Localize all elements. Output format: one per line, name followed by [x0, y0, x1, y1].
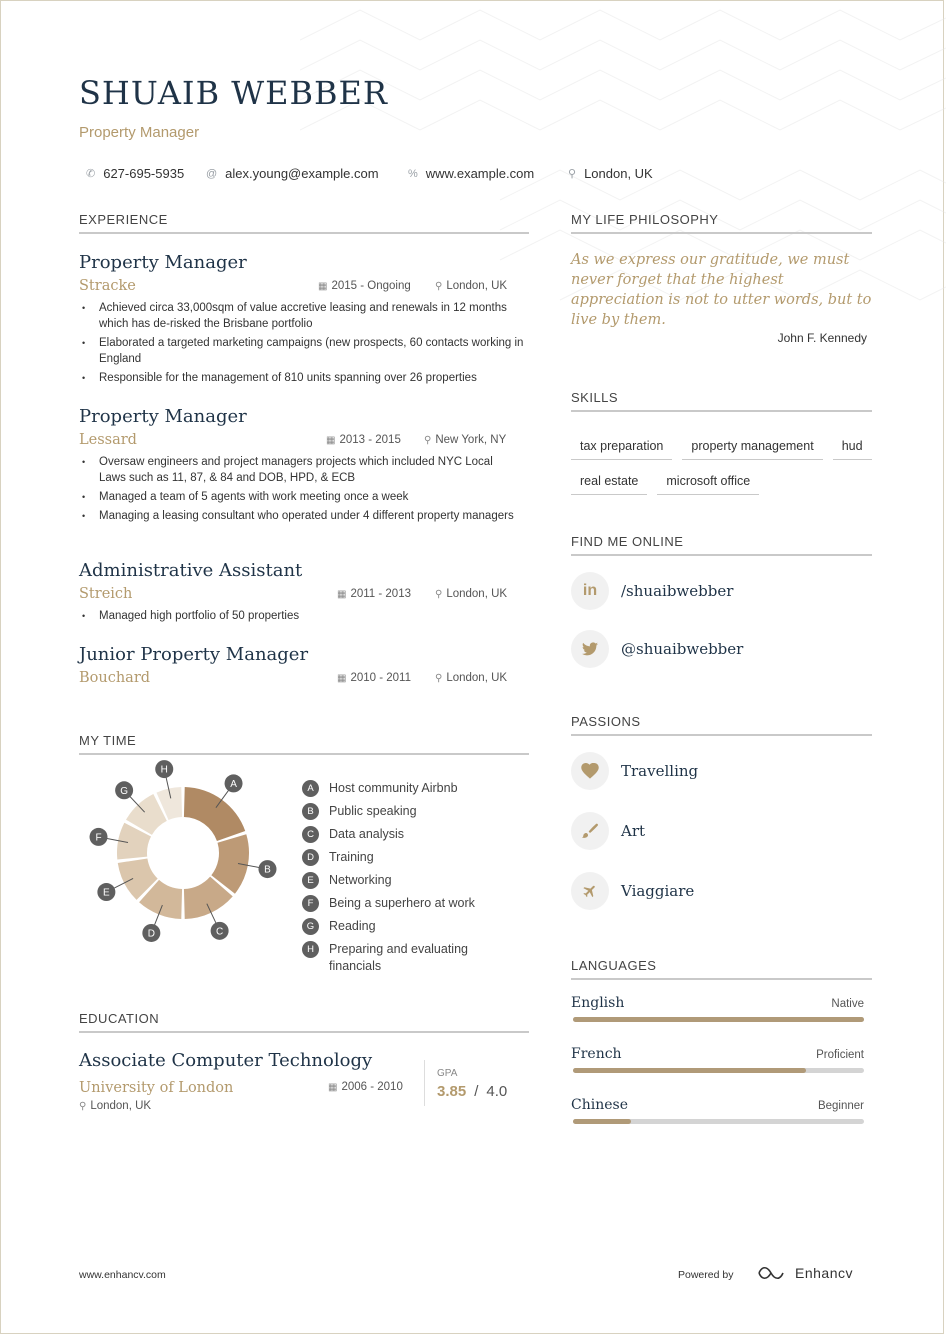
my-time-legend [302, 780, 522, 981]
experience-section-title: EXPERIENCE [79, 212, 529, 234]
calendar-icon: ▦ [328, 1081, 338, 1093]
job-bullet: • Achieved circa 33,000sqm of value accretive leasing and renewals in 12 months which has de-risked the Brisbane portfolio [79, 300, 529, 332]
legend-badge: E [302, 872, 319, 889]
website-contact[interactable] [408, 166, 534, 181]
donut-badge-label: B [264, 864, 271, 876]
skill-tag: hud [833, 437, 872, 460]
location-pin-icon: ⚲ [568, 168, 577, 180]
school-name: University of London [79, 1080, 234, 1096]
footer-site[interactable]: www.enhancv.com [79, 1269, 166, 1281]
job-location-text: New York, NY [435, 434, 507, 446]
donut-badge-label: G [120, 785, 129, 797]
gpa-max: 4.0 [486, 1083, 508, 1100]
donut-badge-label: C [215, 926, 224, 938]
linkedin-handle[interactable]: /shuaibwebber [621, 582, 734, 600]
legend-badge: D [302, 849, 319, 866]
email-text[interactable]: alex.young@example.com [225, 166, 379, 181]
legend-label: Data analysis [329, 827, 405, 841]
job-company: Streich [79, 586, 133, 602]
calendar-icon: ▦ [337, 672, 347, 684]
linkedin-icon: in [571, 572, 609, 610]
job-title: Administrative Assistant [79, 560, 303, 581]
gpa-separator: / [474, 1083, 479, 1100]
location-pin-icon: ⚲ [435, 280, 443, 292]
job-location-text: London, UK [446, 280, 508, 292]
legend-item [302, 780, 522, 797]
job-dates-text: 2011 - 2013 [350, 588, 411, 600]
enhancv-logo-icon [757, 1264, 789, 1282]
gpa-label: GPA [437, 1068, 458, 1079]
job-dates-text: 2015 - Ongoing [331, 280, 411, 292]
job-location [435, 280, 507, 292]
philosophy-section-title: MY LIFE PHILOSOPHY [571, 212, 872, 234]
legend-label: Reading [329, 919, 376, 933]
location-pin-icon: ⚲ [435, 588, 443, 600]
donut-badge-label: E [103, 887, 110, 899]
location-pin-icon: ⚲ [79, 1100, 87, 1112]
language-level: Beginner [817, 1100, 864, 1112]
language-bar [573, 1119, 864, 1124]
passion-item [571, 812, 645, 850]
job-dates [326, 434, 401, 446]
link-icon: % [408, 167, 418, 180]
language-item [571, 1046, 864, 1073]
location-text: London, UK [584, 166, 653, 181]
job-company: Lessard [79, 432, 137, 448]
job-dates [337, 588, 411, 600]
language-bar-fill [573, 1017, 864, 1022]
languages-list [571, 995, 864, 1148]
calendar-icon: ▦ [337, 588, 347, 600]
job-bullet: • Responsible for the management of 810 units spanning over 26 properties [79, 370, 529, 386]
donut-badge-label: F [95, 832, 102, 844]
passions-section-title: PASSIONS [571, 714, 872, 736]
school-location [79, 1100, 151, 1112]
footer-powered-by: Powered by [678, 1269, 734, 1281]
job-dates-text: 2010 - 2011 [350, 672, 411, 684]
job-location-text: London, UK [446, 672, 508, 684]
heart-icon [571, 752, 609, 790]
legend-item [302, 803, 522, 820]
job-bullet: • Oversaw engineers and project managers projects which included NYC Local Laws such as 11, 87, & 84 and DOB, HPD, & ECB [79, 454, 519, 486]
phone-text: 627-695-5935 [103, 166, 185, 181]
legend-item [302, 826, 522, 843]
job-bullet: • Managed a team of 5 agents with work meeting once a week [79, 489, 519, 505]
legend-badge: G [302, 918, 319, 935]
passion-label: Travelling [621, 762, 699, 780]
language-name: Chinese [571, 1097, 628, 1113]
language-item [571, 995, 864, 1022]
school-location-text: London, UK [90, 1100, 152, 1112]
gpa-score: 3.85 [437, 1083, 467, 1100]
skill-tag: property management [682, 437, 822, 460]
skill-tag: tax preparation [571, 437, 672, 460]
job-bullets [79, 454, 519, 527]
job-bullet: • Elaborated a targeted marketing campaigns (new prospects, 60 contacts working in England [79, 335, 529, 367]
education-section-title: EDUCATION [79, 1011, 529, 1033]
legend-item [302, 872, 522, 889]
job-location [435, 672, 507, 684]
legend-badge: H [302, 941, 319, 958]
language-name: French [571, 1046, 622, 1062]
online-linkedin[interactable] [571, 572, 733, 610]
language-bar-fill [573, 1119, 631, 1124]
language-bar [573, 1068, 864, 1073]
calendar-icon: ▦ [318, 280, 328, 292]
language-level: Native [831, 998, 864, 1010]
job-bullets [79, 300, 529, 389]
education-dates [328, 1081, 403, 1093]
language-bar-fill [573, 1068, 806, 1073]
skill-tag: microsoft office [657, 472, 759, 495]
job-dates [318, 280, 411, 292]
legend-item [302, 918, 522, 935]
job-bullets [79, 608, 529, 627]
skill-tag: real estate [571, 472, 647, 495]
philosophy-quote: As we express our gratitude, we must never forget that the highest appreciation is not to utter words, but to live by them. [571, 252, 872, 328]
skills-list [571, 437, 881, 495]
gpa-value [437, 1083, 507, 1100]
legend-badge: A [302, 780, 319, 797]
brush-icon [571, 812, 609, 850]
email-contact[interactable] [206, 166, 379, 181]
my-time-donut-chart [79, 760, 289, 950]
language-level: Proficient [816, 1049, 864, 1061]
language-bar [573, 1017, 864, 1022]
enhancv-brand: Enhancv [795, 1265, 853, 1281]
legend-item [302, 941, 522, 975]
job-bullet: • Managing a leasing consultant who operated under 4 different property managers [79, 508, 519, 524]
donut-badge-label: A [230, 778, 237, 790]
website-text[interactable]: www.example.com [425, 166, 535, 181]
phone-contact [86, 166, 184, 181]
passion-item [571, 872, 694, 910]
skills-section-title: SKILLS [571, 390, 872, 412]
job-company: Stracke [79, 278, 136, 294]
at-icon: @ [206, 167, 218, 180]
passion-label: Art [621, 822, 646, 840]
legend-badge: C [302, 826, 319, 843]
donut-badge-label: D [147, 928, 155, 940]
language-item [571, 1097, 864, 1124]
donut-slice-a [184, 787, 245, 841]
gpa-divider [424, 1060, 425, 1106]
calendar-icon: ▦ [326, 434, 336, 446]
job-location [424, 434, 506, 446]
degree-title: Associate Computer Technology [79, 1050, 373, 1071]
donut-badge-label: H [160, 764, 168, 776]
candidate-name: SHUAIB WEBBER [79, 74, 388, 112]
legend-item [302, 895, 522, 912]
twitter-handle[interactable]: @shuaibwebber [621, 640, 744, 658]
job-location-text: London, UK [446, 588, 508, 600]
legend-label: Host community Airbnb [329, 781, 458, 795]
job-title: Junior Property Manager [79, 644, 309, 665]
location-pin-icon: ⚲ [435, 672, 443, 684]
location-pin-icon: ⚲ [424, 434, 432, 446]
passion-item [571, 752, 698, 790]
legend-badge: F [302, 895, 319, 912]
languages-section-title: LANGUAGES [571, 958, 872, 980]
legend-label: Networking [329, 873, 392, 887]
quote-author: John F. Kennedy [777, 331, 867, 345]
job-bullet: • Managed high portfolio of 50 properties [79, 608, 529, 624]
online-twitter[interactable] [571, 630, 743, 668]
phone-icon: ✆ [86, 168, 96, 180]
education-dates-text: 2006 - 2010 [341, 1081, 403, 1093]
location-contact [568, 166, 653, 181]
job-title: Property Manager [79, 252, 247, 273]
legend-label: Being a superhero at work [329, 896, 475, 910]
my-time-section-title: MY TIME [79, 733, 529, 755]
legend-item [302, 849, 522, 866]
passion-label: Viaggiare [621, 882, 695, 900]
language-name: English [571, 995, 625, 1011]
legend-label: Training [329, 850, 374, 864]
legend-label: Public speaking [329, 804, 417, 818]
job-dates-text: 2013 - 2015 [339, 434, 401, 446]
online-section-title: FIND ME ONLINE [571, 534, 872, 556]
candidate-role: Property Manager [79, 124, 200, 141]
job-location [435, 588, 507, 600]
legend-badge: B [302, 803, 319, 820]
plane-icon [571, 872, 609, 910]
job-dates [337, 672, 411, 684]
job-title: Property Manager [79, 406, 247, 427]
legend-label: Preparing and evaluating financials [329, 942, 468, 973]
job-company: Bouchard [79, 670, 151, 686]
enhancv-logo[interactable] [757, 1264, 853, 1282]
twitter-icon [571, 630, 609, 668]
